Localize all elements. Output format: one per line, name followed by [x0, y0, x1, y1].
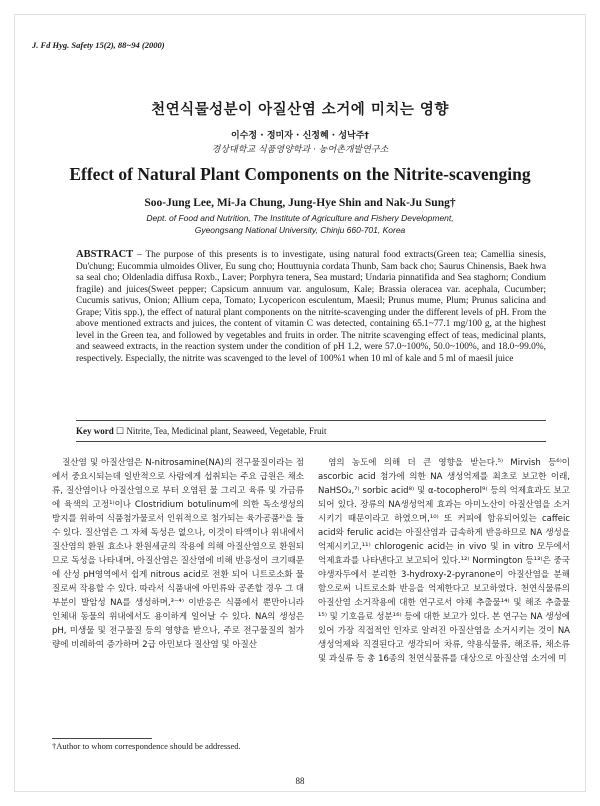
body-column-right: [318, 456, 570, 666]
english-affiliation-line-1: Dept. of Food and Nutrition, The Institute of Agriculture and Fishery Development,: [146, 213, 454, 223]
keyword-label: Key word: [76, 426, 114, 436]
checkbox-icon: ☐: [116, 426, 125, 436]
korean-affiliation: 경상대학교 식품영양학과 · 농어촌개발연구소: [211, 145, 389, 155]
body-paragraph: 염의 농도에 의해 더 큰 영향을 받는다.⁵⁾ Mirvish 등⁶⁾이 ascorbic acid 첨가에 의한 NA 생성억제를 최초로 보고한 이래, NaHSO₃,⁷⁾ sorbic acid⁸⁾ 및 α-tocopherol⁹⁾ 등의 억제효과도 보고되어 있다. 장류의 NA생성억제 효과는 아미노산이 아질산염을 소거시키기 때문이라고 하였으며,¹⁰⁾ 또 커피에 함유되어있는 caffeic acid와 ferulic acid는 아질산염과 급속하게 반응하므로 NA 생성을 억제시키고,¹¹⁾ chlorogenic acid는 in vivo 및 in vitro 모두에서 억제효과를 나타낸다고 보고되어 있다.¹²⁾ Normington 등¹³⁾은 중국 야생자두에서 분리한 3-hydroxy-2-pyranone이 아질산염을 분해함으로써 니트로소화 반응을 억제한다고 보고하였다. 천연식물류의 아질산염 소거작용에 대한 연구로서 야채 추출물¹⁴⁾ 및 해조 추출물¹⁵⁾ 및 기호음료 성분¹⁶⁾ 등에 대한 보고가 있다. 본 연구는 NA 생성에 있어 가장 직접적인 인자로 알려진 아질산염을 소거시키는 것이 NA 생성억제와 직결된다고 생각되어 차류, 약용식물류, 해조류, 채소류 및 과실류 등 총 16종의 천연식물류를 대상으로 아질산염 소거에 미: [318, 458, 570, 664]
abstract-text: – The purpose of this presents is to investigate, using natural food extracts(Green tea; Camellia sinesis, Du'chung; Eucommia ulmoides Oliver, Eu sung cho; Houttuynia cordata Thunb, Sam back cho; Saurus Chinensis, Baek hwa sa seal cho; Oldenladia diffusa Roxb., Laver; Porphyra tenera, Sea mustard; Undaria pinnatifida and Sea staghorn; Condium fragile) and juices(Sweet pepper; Capsicum annuum var. angulosum, Kale; Brassia oleracea var. acephala, Cucumber; Cucumis sativus, Onion; Allium cepa, Tomato; Lycopericon esculentum, Maesil; Prunus mume, Plum; Prunus salicina and Grape; Vitis spp.), the effect of natural plant components on the nitrite-scavenging under the different levels of pH. From the above mentioned extracts and juices, the content of vitamin C was detected, containing 65.1~77.1 mg/100 g, at the highest level in the Green tea, and followed by vegetables and fruits in order. The nitrite scavenging effect of teas, medicinal plants, and seaweed extracts, in the reaction system under the condition of pH 1.2, were 57.0~100%, 50.0~100%, and 18.0~99.0%, respectively. Especially, the nitrite was scavenged to the level of 100%1 when 10 ml of kale and 5 ml of maesil juice: [76, 250, 546, 364]
english-title: Effect of Natural Plant Components on the Nitrite-scavenging: [69, 164, 531, 184]
english-authors: Soo-Jung Lee, Mi-Ja Chung, Jung-Hye Shin and Nak-Ju Sung†: [144, 197, 456, 209]
page-number: 88: [295, 776, 305, 786]
journal-reference: J. Fd Hyg. Safety 15(2), 88~94 (2000): [32, 40, 165, 50]
abstract: [76, 249, 546, 365]
footnote-divider: [52, 738, 152, 739]
body-paragraph: 질산염 및 아질산염은 N-nitrosamine(NA)의 전구물질이라는 점에서 중요시되는데 일반적으로 사람에게 섭취되는 주요 급원은 채소류, 질산염이나 아질산염으로 부터 오염된 물 그리고 육류 및 가금류에 육색의 고정¹⁾이나 Clostridium botulinum에 의한 독소생성의 방지를 위하여 식품첨가물로서 인위적으로 첨가되는 육가공품²⁾을 들 수 있다. 질산염은 그 자체 독성은 없으나, 이것이 타액이나 위내에서 질산염의 환원 효소나 환원세균의 작용에 의해 아질산염으로 환원되므로 독성을 나타내며, 아질산염은 질산염에 비해 반응성이 크기때문에 산성 pH영역에서 쉽게 nitrous acid로 전환 되어 니트로소화 물질로써 작용할 수 있다. 따라서 식품내에 아민류와 공존할 경우 그 대부분이 발암성 NA를 생성하며,³⁻⁴⁾ 이반응은 식품에서 뿐만아니라 인체내 동물의 위내에서도 용이하게 일어날 수 있다. NA의 생성은 pH, 미생물 및 전구물질 등의 영향을 받으나, 주로 전구물질의 첨가량에 비례하여 증가하며 2급 아민보다 질산염 및 아질산: [52, 458, 304, 650]
footnote: †Author to whom correspondence should be addressed.: [52, 741, 241, 751]
english-affiliation: [0, 212, 600, 236]
body-column-left: [52, 456, 304, 652]
abstract-label: ABSTRACT: [76, 249, 134, 260]
english-affiliation-line-2: Gyeongsang National University, Chinju 660-701, Korea: [194, 225, 406, 235]
keyword-text: Nitrite, Tea, Medicinal plant, Seaweed, Vegetable, Fruit: [124, 426, 327, 436]
keyword-box: [76, 420, 546, 442]
korean-title: 천연식물성분이 아질산염 소거에 미치는 영향: [151, 102, 449, 118]
korean-authors: 이수정 · 정미자 · 신정혜 · 성낙주†: [231, 131, 369, 141]
